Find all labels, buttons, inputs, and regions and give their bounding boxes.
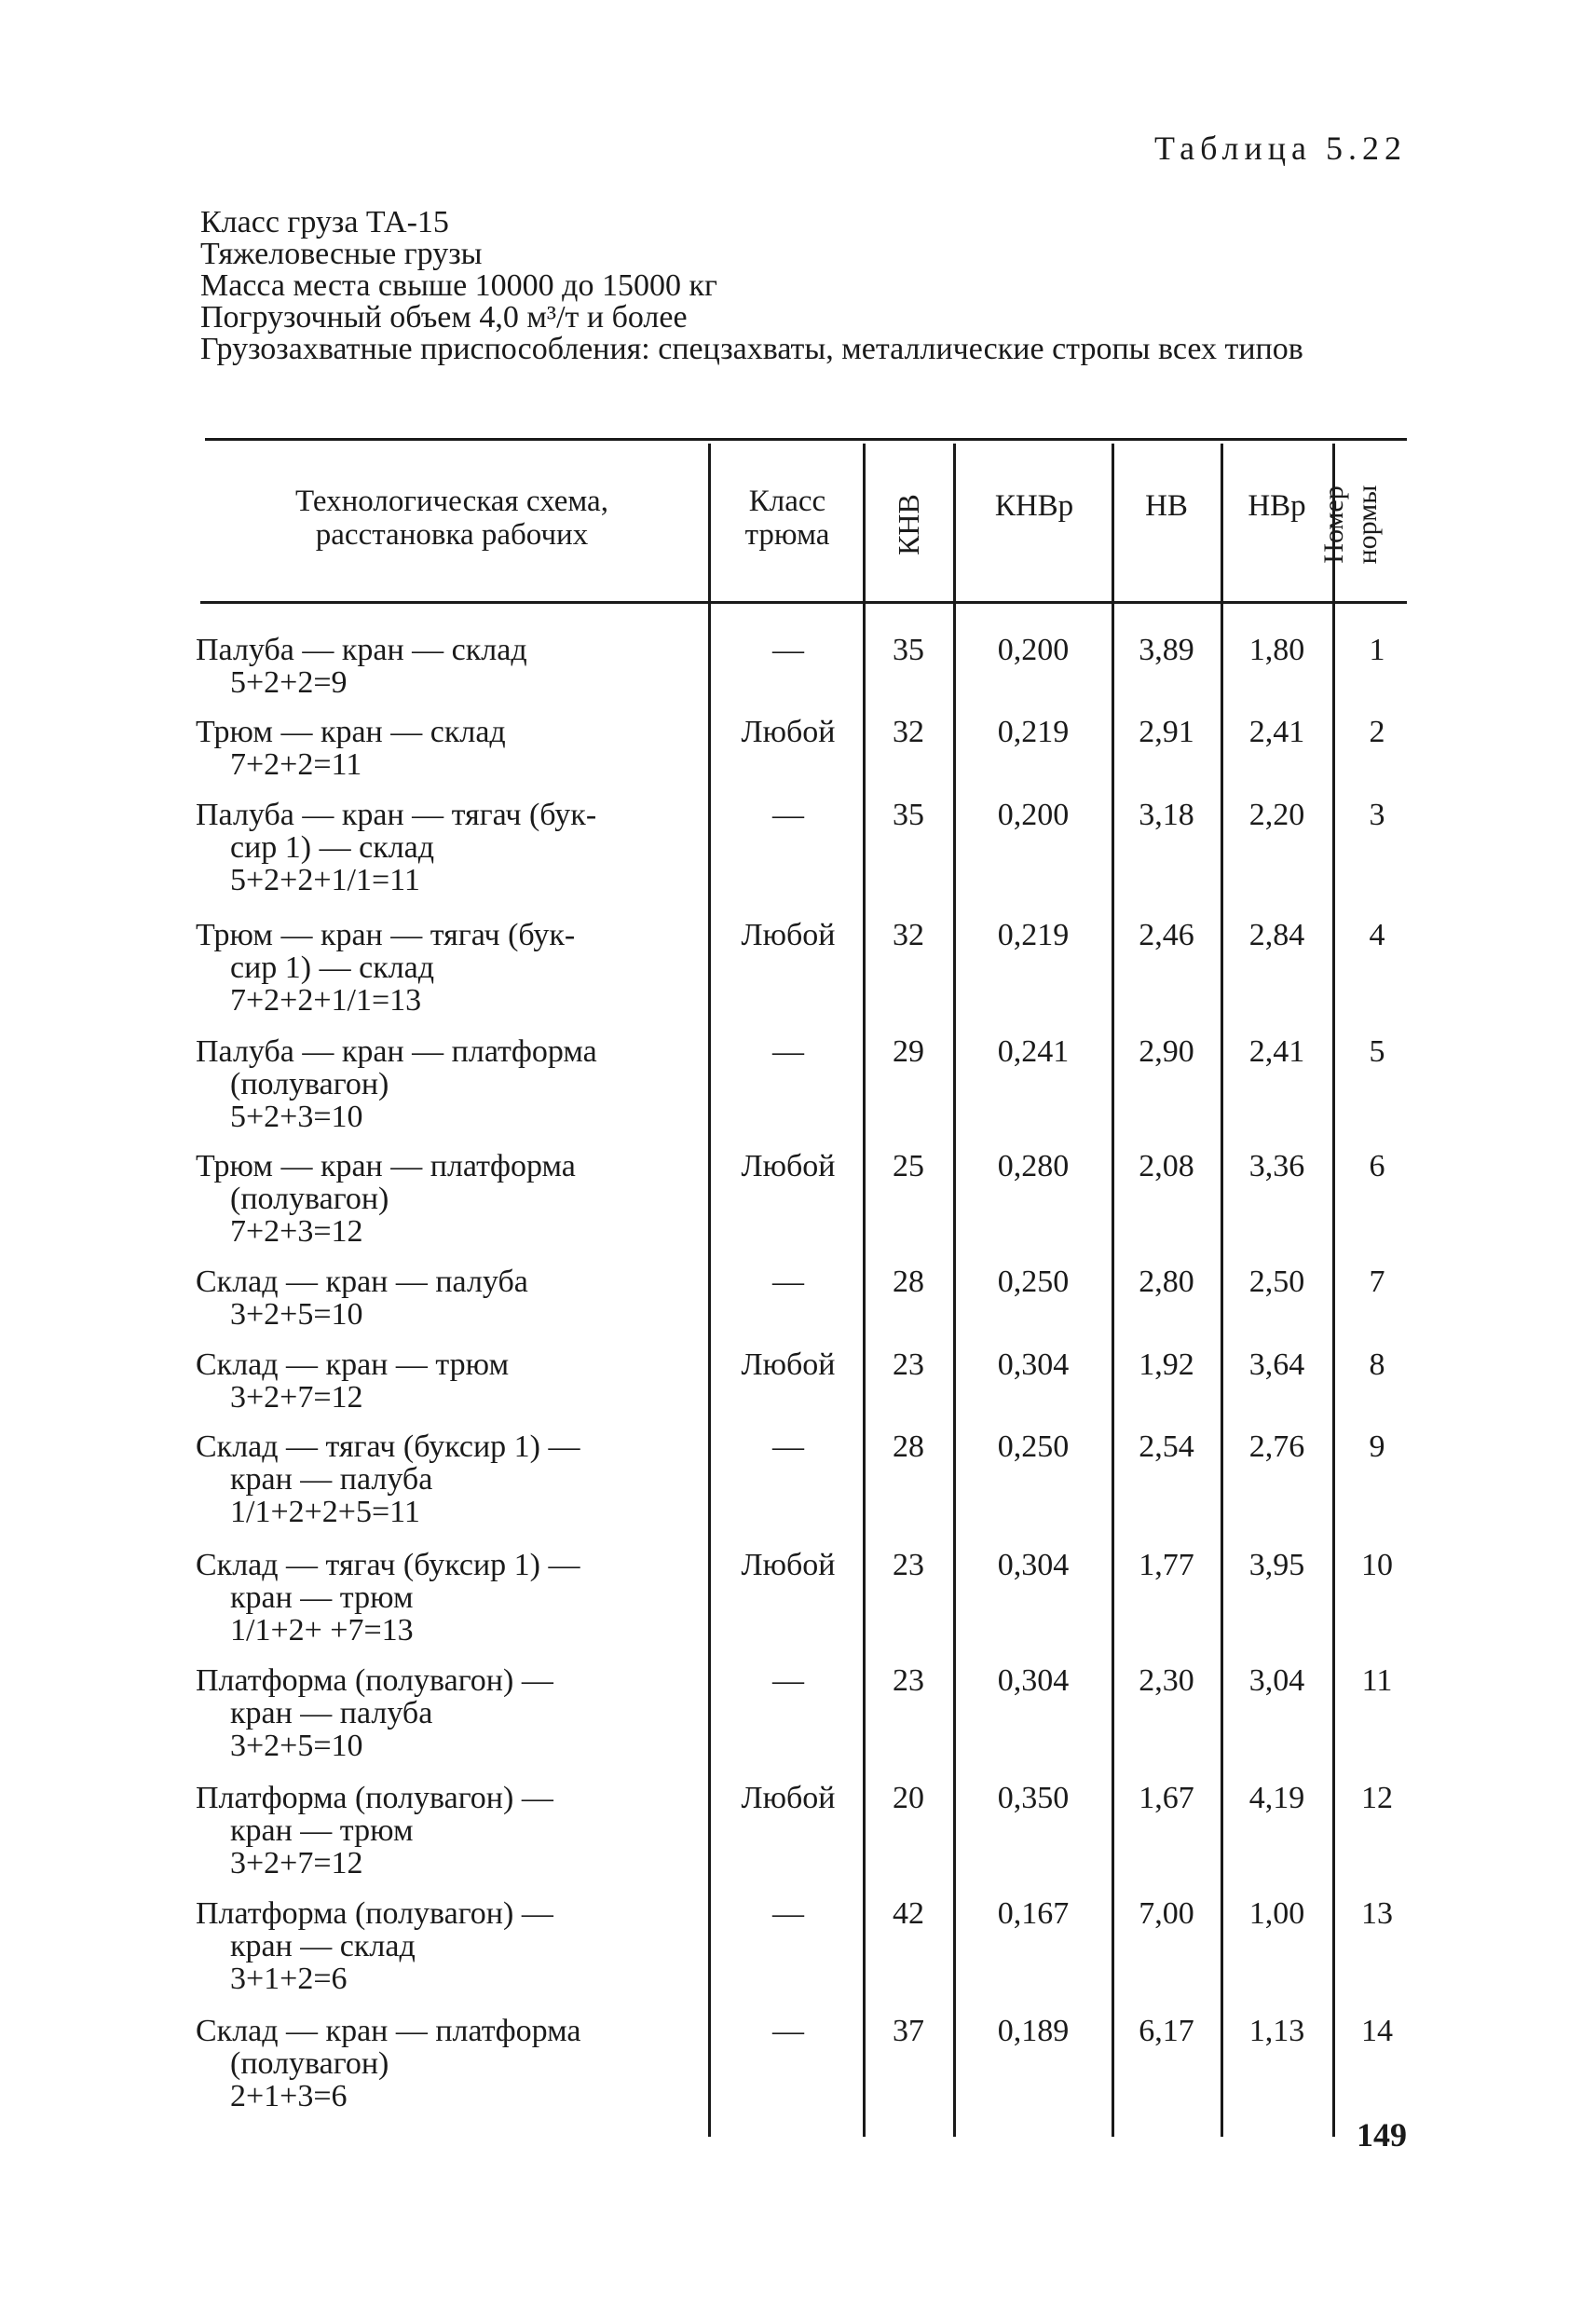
scheme-line: сир 1) — склад	[230, 830, 435, 865]
scheme-cell	[196, 1265, 699, 1331]
norm-number-cell: 1	[1369, 633, 1385, 667]
knvr-cell: 0,304	[997, 1663, 1070, 1698]
column-divider	[863, 444, 866, 2137]
nvr-cell: 3,95	[1248, 1548, 1305, 1582]
scheme-line: Склад — тягач (буксир 1) —	[196, 1548, 580, 1582]
scheme-line: 3+2+7=12	[230, 1380, 363, 1415]
hold-class-cell: Любой	[741, 1548, 836, 1582]
scheme-line: Платформа (полувагон) —	[196, 1896, 553, 1931]
hold-class-cell: Любой	[741, 715, 836, 749]
column-divider	[953, 444, 956, 2137]
nv-cell: 2,54	[1139, 1429, 1194, 1464]
scheme-cell	[196, 716, 699, 781]
scheme-line: Трюм — кран — склад	[196, 715, 506, 749]
scheme-line: Платформа (полувагон) —	[196, 1663, 553, 1698]
scheme-line: (полувагон)	[230, 1182, 389, 1216]
scheme-line: 7+2+3=12	[230, 1214, 363, 1249]
scheme-cell	[196, 1664, 699, 1762]
norm-number-cell: 9	[1369, 1429, 1385, 1464]
hold-class-cell: —	[772, 1429, 804, 1464]
scheme-line: Палуба — кран — платформа	[196, 1034, 597, 1069]
column-divider	[1332, 444, 1335, 2137]
scheme-line: 1/1+2+2+5=11	[230, 1495, 420, 1529]
knvr-cell: 0,219	[997, 918, 1070, 952]
norm-number-cell: 12	[1361, 1781, 1393, 1815]
knv-cell: 35	[893, 633, 924, 667]
hold-class-cell: Любой	[741, 918, 836, 952]
hold-class-cell: —	[772, 1896, 804, 1931]
scheme-line: Трюм — кран — тягач (бук-	[196, 918, 576, 952]
norm-number-cell: 4	[1369, 918, 1385, 952]
header-norm-number: Номер нормы	[1318, 485, 1383, 565]
knvr-cell: 0,189	[997, 2014, 1070, 2048]
cargo-volume-line: Погрузочный объем 4,0 м³/т и более	[200, 300, 688, 335]
cargo-class-line: Класс груза ТА-15	[200, 205, 449, 239]
scheme-cell	[196, 1150, 699, 1248]
nv-cell: 2,46	[1139, 918, 1194, 952]
scheme-line: Склад — кран — палуба	[196, 1265, 528, 1299]
norm-number-cell: 7	[1369, 1265, 1385, 1299]
nvr-cell: 2,41	[1248, 715, 1305, 749]
scheme-line: 1/1+2+ +7=13	[230, 1613, 414, 1648]
knvr-cell: 0,280	[997, 1149, 1070, 1183]
hold-class-cell: —	[772, 798, 804, 832]
scheme-line: Склад — тягач (буксир 1) —	[196, 1429, 580, 1464]
scheme-line: кран — трюм	[230, 1580, 414, 1615]
nvr-cell: 1,13	[1248, 2014, 1305, 2048]
scheme-line: кран — палуба	[230, 1462, 433, 1497]
scheme-cell	[196, 1782, 699, 1880]
knvr-cell: 0,167	[997, 1896, 1070, 1931]
nvr-cell: 2,50	[1248, 1265, 1305, 1299]
column-divider	[708, 444, 711, 2137]
scheme-line: 7+2+2=11	[230, 747, 362, 782]
knv-cell: 28	[893, 1265, 924, 1299]
scheme-line: 5+2+2+1/1=11	[230, 863, 420, 897]
column-divider	[1221, 444, 1223, 2137]
nvr-cell: 3,36	[1248, 1149, 1305, 1183]
scheme-cell	[196, 634, 699, 699]
norm-number-cell: 11	[1361, 1663, 1393, 1698]
scheme-line: 3+2+5=10	[230, 1729, 363, 1763]
header-nv: НВ	[1145, 489, 1188, 523]
nvr-cell: 1,00	[1248, 1896, 1305, 1931]
column-divider	[1112, 444, 1114, 2137]
header-nvr: НВр	[1248, 489, 1306, 523]
knvr-cell: 0,304	[997, 1548, 1070, 1582]
knv-cell: 23	[893, 1548, 924, 1582]
header-knv: КНВ	[892, 494, 925, 555]
knv-cell: 23	[893, 1347, 924, 1382]
nv-cell: 2,91	[1139, 715, 1194, 749]
scheme-line: (полувагон)	[230, 2046, 389, 2081]
knv-cell: 28	[893, 1429, 924, 1464]
knv-cell: 37	[893, 2014, 924, 2048]
header-knvr: КНВр	[994, 489, 1074, 523]
scheme-line: кран — склад	[230, 1929, 416, 1963]
scheme-cell	[196, 919, 699, 1017]
nv-cell: 1,77	[1139, 1548, 1194, 1582]
knv-cell: 20	[893, 1781, 924, 1815]
knvr-cell: 0,241	[997, 1034, 1070, 1069]
scheme-line: Платформа (полувагон) —	[196, 1781, 553, 1815]
scheme-cell	[196, 1549, 699, 1647]
scheme-line: 5+2+2=9	[230, 665, 348, 700]
table-label: Таблица 5.22	[1154, 130, 1407, 167]
scheme-cell	[196, 1430, 699, 1528]
norm-number-cell: 10	[1361, 1548, 1393, 1582]
nvr-cell: 3,04	[1248, 1663, 1305, 1698]
norm-number-cell: 14	[1361, 2014, 1393, 2048]
hold-class-cell: —	[772, 1663, 804, 1698]
scheme-line: Палуба — кран — тягач (бук-	[196, 798, 597, 832]
nv-cell: 2,08	[1139, 1149, 1194, 1183]
nv-cell: 3,18	[1139, 798, 1194, 832]
nvr-cell: 3,64	[1248, 1347, 1305, 1382]
cargo-type-line: Тяжеловесные грузы	[200, 237, 483, 271]
scheme-line: 3+1+2=6	[230, 1962, 348, 1996]
nvr-cell: 2,76	[1248, 1429, 1305, 1464]
header-scheme: Технологическая схема, расстановка рабочих	[295, 485, 608, 552]
norm-number-cell: 8	[1369, 1347, 1385, 1382]
scheme-line: (полувагон)	[230, 1067, 389, 1101]
hold-class-cell: —	[772, 1034, 804, 1069]
nv-cell: 6,17	[1139, 2014, 1194, 2048]
scheme-line: 3+2+5=10	[230, 1297, 363, 1332]
hold-class-cell: —	[772, 633, 804, 667]
knvr-cell: 0,304	[997, 1347, 1070, 1382]
nv-cell: 1,92	[1139, 1347, 1194, 1382]
nv-cell: 2,90	[1139, 1034, 1194, 1069]
nv-cell: 2,30	[1139, 1663, 1194, 1698]
table-top-rule	[205, 438, 1407, 441]
nvr-cell: 2,41	[1248, 1034, 1305, 1069]
knv-cell: 29	[893, 1034, 924, 1069]
knv-cell: 32	[893, 715, 924, 749]
scheme-line: 5+2+3=10	[230, 1100, 363, 1134]
nvr-cell: 1,80	[1248, 633, 1305, 667]
scheme-line: кран — трюм	[230, 1813, 414, 1848]
knv-cell: 32	[893, 918, 924, 952]
knvr-cell: 0,200	[997, 798, 1070, 832]
nv-cell: 7,00	[1139, 1896, 1194, 1931]
knvr-cell: 0,219	[997, 715, 1070, 749]
nv-cell: 3,89	[1139, 633, 1194, 667]
norm-number-cell: 3	[1369, 798, 1385, 832]
hold-class-cell: Любой	[741, 1149, 836, 1183]
nv-cell: 2,80	[1139, 1265, 1194, 1299]
cargo-mass-line: Масса места свыше 10000 до 15000 кг	[200, 268, 717, 303]
scheme-cell	[196, 799, 699, 896]
cargo-info	[200, 207, 1407, 365]
nv-cell: 1,67	[1139, 1781, 1194, 1815]
knv-cell: 42	[893, 1896, 924, 1931]
scheme-line: 3+2+7=12	[230, 1846, 363, 1880]
knvr-cell: 0,200	[997, 633, 1070, 667]
nvr-cell: 4,19	[1248, 1781, 1305, 1815]
header-hold-class: Класс трюма	[744, 485, 830, 552]
knvr-cell: 0,250	[997, 1265, 1070, 1299]
scheme-line: 2+1+3=6	[230, 2079, 348, 2113]
hold-class-cell: —	[772, 2014, 804, 2048]
page-number: 149	[1357, 2116, 1407, 2154]
knvr-cell: 0,350	[997, 1781, 1070, 1815]
scheme-line: Трюм — кран — платформа	[196, 1149, 576, 1183]
norm-number-cell: 13	[1361, 1896, 1393, 1931]
nvr-cell: 2,84	[1248, 918, 1305, 952]
hold-class-cell: —	[772, 1265, 804, 1299]
scheme-line: 7+2+2+1/1=13	[230, 983, 422, 1018]
header-bottom-rule	[200, 601, 1407, 604]
knv-cell: 25	[893, 1149, 924, 1183]
scheme-line: кран — палуба	[230, 1696, 433, 1730]
knv-cell: 35	[893, 798, 924, 832]
scheme-cell	[196, 1897, 699, 1995]
norm-number-cell: 5	[1369, 1034, 1385, 1069]
norm-number-cell: 2	[1369, 715, 1385, 749]
scheme-cell	[196, 1348, 699, 1414]
scheme-line: сир 1) — склад	[230, 950, 435, 985]
scheme-line: Палуба — кран — склад	[196, 633, 527, 667]
nvr-cell: 2,20	[1248, 798, 1305, 832]
scheme-cell	[196, 2015, 699, 2113]
scheme-line: Склад — кран — трюм	[196, 1347, 510, 1382]
norm-number-cell: 6	[1369, 1149, 1385, 1183]
cargo-gear-line: Грузозахватные приспособления: спецзахваты, металлические стропы всех типов	[200, 332, 1303, 366]
scheme-cell	[196, 1035, 699, 1133]
knv-cell: 23	[893, 1663, 924, 1698]
hold-class-cell: Любой	[741, 1781, 836, 1815]
knvr-cell: 0,250	[997, 1429, 1070, 1464]
hold-class-cell: Любой	[741, 1347, 836, 1382]
scheme-line: Склад — кран — платформа	[196, 2014, 581, 2048]
